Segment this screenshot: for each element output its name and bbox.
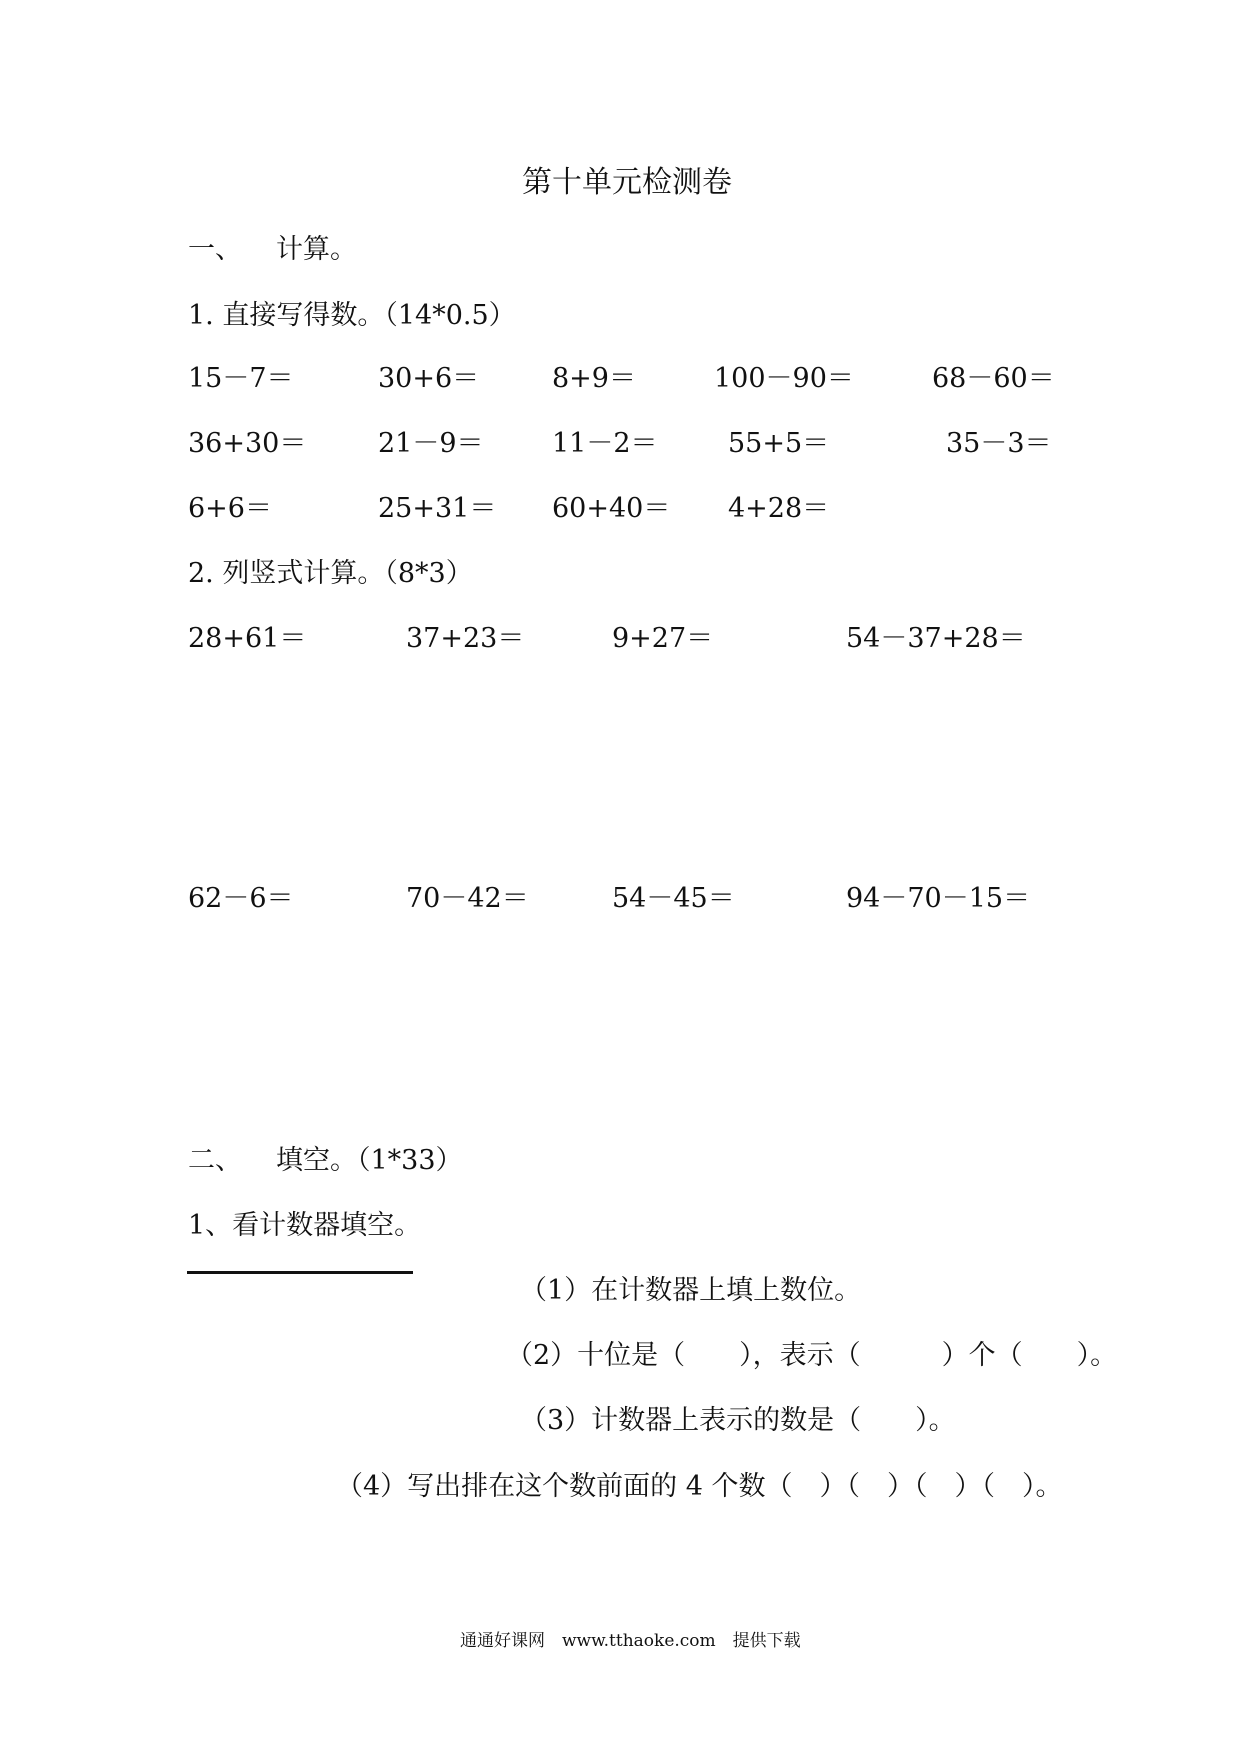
fill-item-1: （1）在计数器上填上数位。 xyxy=(520,1275,862,1306)
section-1-number: 一、 xyxy=(188,234,242,265)
section-1-label: 计算。 xyxy=(276,234,357,265)
vertical-problem: 94－70－15＝ xyxy=(846,883,1031,914)
part-2-heading: 2. 列竖式计算。（8*3） xyxy=(188,558,473,589)
part-1-heading: 1. 直接写得数。（14*0.5） xyxy=(188,300,516,331)
fill-item-4: （4）写出排在这个数前面的 4 个数（ ）（ ）（ ）（ ）。 xyxy=(336,1471,1063,1502)
oral-problem: 35－3＝ xyxy=(946,428,1052,459)
oral-problem: 8+9＝ xyxy=(552,363,636,394)
section-2-label: 填空。（1*33） xyxy=(276,1145,463,1176)
oral-problem: 4+28＝ xyxy=(728,493,830,524)
oral-problem: 60+40＝ xyxy=(552,493,671,524)
vertical-problem: 70－42＝ xyxy=(406,883,529,914)
vertical-problem: 62－6＝ xyxy=(188,883,294,914)
vertical-problem: 54－45＝ xyxy=(612,883,735,914)
footer-credit: 通通好课网 www.tthaoke.com 提供下载 xyxy=(460,1631,801,1651)
page-title: 第十单元检测卷 xyxy=(522,165,732,200)
vertical-problem: 9+27＝ xyxy=(612,623,714,654)
fill-item-2: （2）十位是（ ），表示（ ）个（ ）。 xyxy=(506,1340,1118,1371)
fill-item-3: （3）计数器上表示的数是（ ）。 xyxy=(520,1405,956,1436)
section-2-number: 二、 xyxy=(188,1145,242,1176)
vertical-problem: 28+61＝ xyxy=(188,623,307,654)
question-1-heading: 1、看计数器填空。 xyxy=(188,1210,422,1241)
oral-problem: 21－9＝ xyxy=(378,428,484,459)
vertical-problem: 54－37+28＝ xyxy=(846,623,1026,654)
vertical-problem: 37+23＝ xyxy=(406,623,525,654)
oral-problem: 100－90＝ xyxy=(714,363,854,394)
counter-image-placeholder-line xyxy=(187,1271,413,1274)
oral-problem: 11－2＝ xyxy=(552,428,658,459)
oral-problem: 36+30＝ xyxy=(188,428,307,459)
oral-problem: 68－60＝ xyxy=(932,363,1055,394)
oral-problem: 55+5＝ xyxy=(728,428,830,459)
oral-problem: 15－7＝ xyxy=(188,363,294,394)
oral-problem: 25+31＝ xyxy=(378,493,497,524)
oral-problem: 6+6＝ xyxy=(188,493,272,524)
oral-problem: 30+6＝ xyxy=(378,363,480,394)
